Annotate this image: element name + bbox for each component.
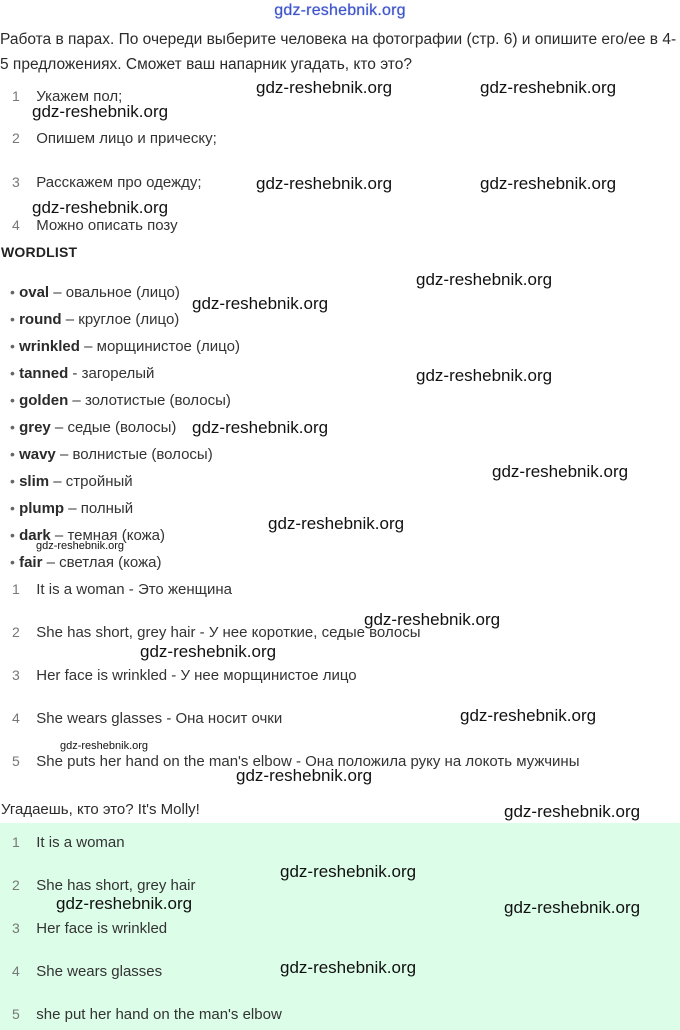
watermark: gdz-reshebnik.org: [280, 958, 417, 977]
watermark: gdz-reshebnik.org: [416, 366, 553, 385]
word-definition: светлая (кожа): [59, 554, 162, 571]
step-item: [12, 217, 178, 235]
word-definition: темная (кожа): [67, 527, 165, 544]
word-separator: –: [79, 338, 97, 355]
item-number: 4: [12, 963, 20, 979]
bullet-icon: •: [10, 311, 15, 327]
item-number: 1: [12, 834, 20, 850]
step-text: Расскажем про одежду;: [36, 174, 202, 191]
answer-text: she put her hand on the man's elbow: [36, 1006, 282, 1023]
word-term: slim: [19, 473, 50, 490]
watermark: gdz-reshebnik.org: [140, 642, 277, 661]
translation-item: [12, 667, 357, 685]
step-text: Укажем пол;: [36, 88, 123, 105]
translation-text: She puts her hand on the man's elbow - Она положила руку на локоть мужчины: [36, 753, 580, 770]
answer-item: [12, 920, 167, 938]
answer-item: [12, 963, 162, 981]
bullet-icon: •: [10, 473, 15, 489]
bullet-icon: •: [10, 419, 15, 435]
wordlist-item: [10, 392, 231, 409]
answer-item: [12, 834, 125, 852]
watermark: gdz-reshebnik.org: [460, 706, 597, 725]
step-number: 4: [12, 217, 20, 233]
watermark: gdz-reshebnik.org: [416, 270, 553, 289]
wordlist-item: [10, 338, 240, 355]
item-number: 5: [12, 753, 20, 769]
watermark: gdz-reshebnik.org: [492, 462, 629, 481]
word-definition: седые (волосы): [67, 419, 177, 436]
word-term: tanned: [19, 365, 69, 382]
answer-text: Her face is wrinkled: [36, 920, 168, 937]
word-term: wavy: [19, 446, 56, 463]
translation-text: It is a woman - Это женщина: [36, 581, 232, 598]
bullet-icon: •: [10, 446, 15, 462]
word-definition: золотистые (волосы): [84, 392, 231, 409]
watermark: gdz-reshebnik.org: [36, 540, 125, 552]
translation-text: She wears glasses - Она носит очки: [36, 710, 283, 727]
wordlist-item: [10, 419, 176, 436]
watermark: gdz-reshebnik.org: [504, 802, 641, 821]
word-definition: круглое (лицо): [78, 311, 180, 328]
bullet-icon: •: [10, 338, 15, 354]
header-watermark: gdz-reshebnik.org: [274, 2, 406, 19]
watermark: gdz-reshebnik.org: [480, 78, 617, 97]
answer-text: It is a woman: [36, 834, 125, 851]
watermark: gdz-reshebnik.org: [60, 740, 149, 752]
word-separator: –: [42, 554, 60, 571]
word-term: round: [19, 311, 62, 328]
watermark: gdz-reshebnik.org: [56, 894, 193, 913]
word-separator: –: [50, 419, 68, 436]
answer-item: [12, 877, 196, 895]
word-term: dark: [19, 527, 51, 544]
item-number: 3: [12, 920, 20, 936]
word-definition: волнистые (волосы): [72, 446, 213, 463]
word-separator: -: [68, 365, 82, 382]
bullet-icon: •: [10, 284, 15, 300]
wordlist-item: [10, 311, 179, 328]
bullet-icon: •: [10, 500, 15, 516]
bullet-icon: •: [10, 527, 15, 543]
wordlist-item: [10, 473, 133, 490]
bullet-icon: •: [10, 554, 15, 570]
step-number: 2: [12, 130, 20, 146]
watermark: gdz-reshebnik.org: [256, 78, 393, 97]
step-text: Можно описать позу: [36, 217, 178, 234]
watermark: gdz-reshebnik.org: [268, 514, 405, 533]
bullet-icon: •: [10, 392, 15, 408]
word-term: grey: [19, 419, 51, 436]
bullet-icon: •: [10, 365, 15, 381]
wordlist-item: [10, 284, 180, 301]
item-number: 3: [12, 667, 20, 683]
watermark: gdz-reshebnik.org: [256, 174, 393, 193]
word-term: plump: [19, 500, 65, 517]
guess-line: Угадаешь, кто это? It's Molly!: [1, 801, 200, 818]
step-number: 1: [12, 88, 20, 104]
watermark: gdz-reshebnik.org: [236, 766, 373, 785]
word-separator: –: [49, 284, 66, 301]
watermark: gdz-reshebnik.org: [364, 610, 501, 629]
answer-item: [12, 1006, 282, 1024]
watermark: gdz-reshebnik.org: [504, 898, 641, 917]
step-item: [12, 130, 217, 148]
watermark: gdz-reshebnik.org: [32, 102, 169, 121]
wordlist-item: [10, 554, 161, 571]
word-term: wrinkled: [19, 338, 80, 355]
translation-text: She has short, grey hair - У нее короткие, седые волосы: [36, 624, 421, 641]
word-separator: –: [64, 500, 81, 517]
answer-text: She has short, grey hair: [36, 877, 196, 894]
translation-item: [12, 624, 421, 642]
task-instructions: Работа в парах. По очереди выберите человека на фотографии (стр. 6) и опишите его/ее в 4-5 предложениях. Сможет ваш напарник угадать, кто это?: [0, 31, 677, 73]
answer-text: She wears glasses: [36, 963, 163, 980]
item-number: 2: [12, 624, 20, 640]
watermark: gdz-reshebnik.org: [32, 198, 169, 217]
wordlist-heading: WORDLIST: [1, 244, 78, 260]
word-separator: –: [61, 311, 79, 328]
translation-text: Her face is wrinkled - У нее морщинистое лицо: [36, 667, 357, 684]
watermark: gdz-reshebnik.org: [480, 174, 617, 193]
wordlist-item: [10, 446, 213, 463]
item-number: 5: [12, 1006, 20, 1022]
word-definition: морщинистое (лицо): [96, 338, 240, 355]
watermark: gdz-reshebnik.org: [192, 418, 329, 437]
word-definition: загорелый: [81, 365, 155, 382]
translation-item: [12, 710, 282, 728]
step-item: [12, 174, 202, 192]
word-term: fair: [19, 554, 43, 571]
word-separator: –: [68, 392, 85, 409]
item-number: 4: [12, 710, 20, 726]
word-definition: овальное (лицо): [65, 284, 180, 301]
wordlist-item: [10, 500, 133, 517]
word-separator: –: [49, 473, 66, 490]
wordlist-item: [10, 365, 154, 382]
item-number: 1: [12, 581, 20, 597]
item-number: 2: [12, 877, 20, 893]
word-definition: стройный: [65, 473, 133, 490]
word-term: oval: [19, 284, 50, 301]
word-separator: –: [50, 527, 68, 544]
word-definition: полный: [80, 500, 134, 517]
watermark: gdz-reshebnik.org: [280, 862, 417, 881]
translation-item: [12, 581, 232, 599]
word-term: golden: [19, 392, 69, 409]
watermark: gdz-reshebnik.org: [192, 294, 329, 313]
word-separator: –: [55, 446, 73, 463]
step-number: 3: [12, 174, 20, 190]
step-text: Опишем лицо и прическу;: [36, 130, 217, 147]
